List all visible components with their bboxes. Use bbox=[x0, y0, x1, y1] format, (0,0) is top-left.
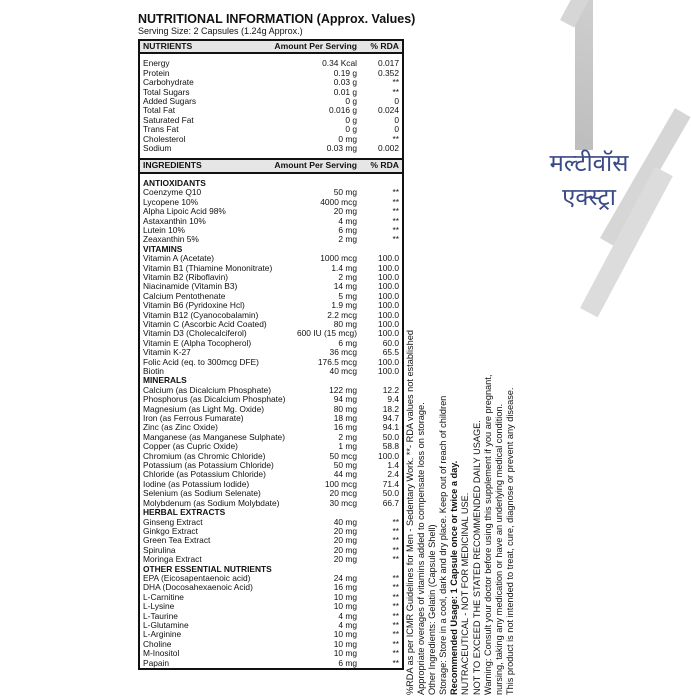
item-name: Vitamin E (Alpha Tocopherol) bbox=[143, 337, 252, 348]
item-rda: 0 bbox=[394, 96, 399, 107]
item-rda: 66.7 bbox=[382, 497, 399, 508]
item-rda: ** bbox=[392, 133, 399, 144]
item-rda: 100.0 bbox=[378, 356, 399, 367]
item-amount: 40 mg bbox=[333, 516, 357, 527]
item-rda: 71.4 bbox=[382, 478, 399, 489]
note-line: %RDA as per ICMR Guidelines for Men - Sedentary Work. **- RDA values not established bbox=[405, 330, 415, 695]
item-rda: 50.0 bbox=[382, 488, 399, 499]
item-name: Vitamin B12 (Cyanocobalamin) bbox=[143, 309, 259, 320]
item-rda: ** bbox=[392, 648, 399, 659]
item-name: Iron (as Ferrous Fumarate) bbox=[143, 413, 244, 424]
ingredient-row bbox=[139, 630, 403, 639]
item-name: L-Carnitine bbox=[143, 591, 184, 602]
item-name: Calcium (as Dicalcium Phosphate) bbox=[143, 384, 271, 395]
item-amount: 100 mcg bbox=[324, 478, 357, 489]
item-name: Vitamin K-27 bbox=[143, 347, 191, 358]
item-amount: 18 mg bbox=[333, 413, 357, 424]
item-amount: 10 mg bbox=[333, 591, 357, 602]
item-rda: 100.0 bbox=[378, 300, 399, 311]
item-name: Copper (as Cupric Oxide) bbox=[143, 441, 238, 452]
item-name: L-Arginine bbox=[143, 629, 182, 640]
item-amount: 20 mg bbox=[333, 525, 357, 536]
item-name: Vitamin B1 (Thiamine Mononitrate) bbox=[143, 262, 273, 273]
item-rda: 12.2 bbox=[382, 384, 399, 395]
item-amount: 1000 mcg bbox=[320, 253, 357, 264]
item-amount: 14 mg bbox=[333, 281, 357, 292]
item-name: Carbohydrate bbox=[143, 77, 194, 88]
item-name: Chloride (as Potassium Chloride) bbox=[143, 469, 266, 480]
ingredients-col-name: INGREDIENTS bbox=[139, 160, 258, 172]
brand-line-1: मल्टीवॉस bbox=[549, 149, 629, 177]
item-amount: 44 mg bbox=[333, 469, 357, 480]
item-name: Vitamin B6 (Pyridoxine Hcl) bbox=[143, 300, 245, 311]
item-amount: 30 mcg bbox=[329, 497, 357, 508]
item-rda: 65.5 bbox=[382, 347, 399, 358]
ingredient-row bbox=[139, 536, 403, 545]
item-rda: ** bbox=[392, 516, 399, 527]
item-name: Saturated Fat bbox=[143, 114, 194, 125]
item-amount: 10 mg bbox=[333, 629, 357, 640]
item-name: Biotin bbox=[143, 366, 164, 376]
item-amount: 6 mg bbox=[338, 657, 357, 668]
item-name: Added Sugars bbox=[143, 96, 197, 107]
item-name: Total Sugars bbox=[143, 86, 190, 97]
item-rda: ** bbox=[392, 601, 399, 612]
item-name: Spirulina bbox=[143, 544, 176, 555]
item-name: Alpha Lipoic Acid 98% bbox=[143, 206, 226, 217]
item-name: Choline bbox=[143, 638, 172, 649]
item-amount: 1.9 mg bbox=[331, 300, 357, 311]
item-amount: 1.4 mg bbox=[331, 262, 357, 273]
ingredients-table bbox=[138, 160, 404, 670]
item-rda: 100.0 bbox=[378, 271, 399, 282]
note-line: Warning: Consult your doctor before using this supplement if you are pregnant, bbox=[482, 374, 493, 695]
item-amount: 0 mg bbox=[338, 133, 357, 144]
item-rda: 100.0 bbox=[378, 318, 399, 329]
item-rda: ** bbox=[392, 582, 399, 593]
nutrient-row bbox=[139, 144, 403, 153]
item-amount: 5 mg bbox=[338, 290, 357, 301]
item-amount: 600 IU (15 mcg) bbox=[296, 328, 357, 339]
item-rda: 0.002 bbox=[378, 143, 399, 154]
panel-title: NUTRITIONAL INFORMATION (Approx. Values) bbox=[138, 12, 416, 26]
item-amount: 20 mcg bbox=[329, 488, 357, 499]
item-amount: 4 mg bbox=[338, 619, 357, 630]
item-name: Phosphorus (as Dicalcium Phosphate) bbox=[143, 394, 286, 405]
item-amount: 24 mg bbox=[333, 572, 357, 583]
item-name: Ginkgo Extract bbox=[143, 525, 198, 536]
section-title: HERBAL EXTRACTS bbox=[143, 507, 226, 518]
item-amount: 0.03 g bbox=[333, 77, 357, 88]
item-rda: 100.0 bbox=[378, 366, 399, 376]
item-amount: 6 mg bbox=[338, 337, 357, 348]
item-rda: ** bbox=[392, 591, 399, 602]
section-title: ANTIOXIDANTS bbox=[143, 177, 206, 188]
item-rda: ** bbox=[392, 572, 399, 583]
item-rda: ** bbox=[392, 619, 399, 630]
item-name: Molybdenum (as Sodium Molybdate) bbox=[143, 497, 280, 508]
item-amount: 1 mg bbox=[338, 441, 357, 452]
item-rda: ** bbox=[392, 525, 399, 536]
item-rda: 0.017 bbox=[378, 58, 399, 69]
item-name: Vitamin C (Ascorbic Acid Coated) bbox=[143, 318, 267, 329]
item-amount: 122 mg bbox=[329, 384, 357, 395]
section-title: VITAMINS bbox=[143, 243, 183, 254]
item-rda: ** bbox=[392, 224, 399, 235]
note-line: Other Ingredients: Gelatin (Capsule Shell) bbox=[427, 524, 438, 695]
item-amount: 50 mg bbox=[333, 460, 357, 471]
item-name: Energy bbox=[143, 58, 170, 69]
item-name: Astaxanthin 10% bbox=[143, 215, 206, 226]
ingredients-header-row bbox=[139, 160, 403, 172]
item-amount: 4000 mcg bbox=[320, 196, 357, 207]
item-name: Zeaxanthin 5% bbox=[143, 234, 199, 245]
item-name: Niacinamide (Vitamin B3) bbox=[143, 281, 238, 292]
item-amount: 50 mg bbox=[333, 187, 357, 198]
note-line: NOT TO EXCEED THE STATED RECOMMENDED DAILY USAGE. bbox=[471, 420, 482, 695]
item-rda: 100.0 bbox=[378, 328, 399, 339]
ingredient-row bbox=[139, 659, 403, 669]
item-name: Manganese (as Manganese Sulphate) bbox=[143, 431, 286, 442]
item-rda: ** bbox=[392, 629, 399, 640]
item-rda: 100.0 bbox=[378, 290, 399, 301]
item-amount: 0.01 g bbox=[333, 86, 357, 97]
item-name: Sodium bbox=[143, 143, 172, 154]
item-name: Calcium Pentothenate bbox=[143, 290, 226, 301]
item-rda: 60.0 bbox=[382, 337, 399, 348]
item-amount: 40 mcg bbox=[329, 366, 357, 376]
item-rda: 9.4 bbox=[387, 394, 399, 405]
item-rda: ** bbox=[392, 215, 399, 226]
item-name: Lutein 10% bbox=[143, 224, 185, 235]
item-rda: 0 bbox=[394, 124, 399, 135]
item-rda: 0.024 bbox=[378, 105, 399, 116]
item-amount: 2 mg bbox=[338, 271, 357, 282]
item-amount: 0.016 g bbox=[329, 105, 357, 116]
note-line: Storage: Store in a cool, dark and dry place. Keep out of reach of children bbox=[438, 395, 449, 695]
nutrients-table bbox=[138, 39, 404, 160]
brand-hindi-name bbox=[514, 146, 664, 214]
item-rda: ** bbox=[392, 638, 399, 649]
item-amount: 0.03 mg bbox=[326, 143, 357, 154]
item-amount: 80 mg bbox=[333, 403, 357, 414]
item-amount: 10 mg bbox=[333, 601, 357, 612]
item-name: Vitamin B2 (Riboflavin) bbox=[143, 271, 229, 282]
item-name: Trans Fat bbox=[143, 124, 179, 135]
item-amount: 20 mg bbox=[333, 554, 357, 565]
item-rda: 100.0 bbox=[378, 450, 399, 461]
item-amount: 4 mg bbox=[338, 215, 357, 226]
item-name: DHA (Docosahexaenoic Acid) bbox=[143, 582, 253, 593]
item-name: Zinc (as Zinc Oxide) bbox=[143, 422, 218, 433]
item-amount: 6 mg bbox=[338, 224, 357, 235]
nutrients-col-name: NUTRIENTS bbox=[139, 40, 258, 53]
item-name: Moringa Extract bbox=[143, 554, 202, 565]
item-name: L-Lysine bbox=[143, 601, 175, 612]
item-amount: 176.5 mcg bbox=[317, 356, 357, 367]
item-name: Chromium (as Chromic Chloride) bbox=[143, 450, 266, 461]
item-rda: 0.352 bbox=[378, 67, 399, 78]
serving-size: Serving Size: 2 Capsules (1.24g Approx.) bbox=[138, 26, 303, 36]
spacer-row bbox=[139, 153, 403, 159]
item-rda: ** bbox=[392, 86, 399, 97]
nutrient-row bbox=[139, 135, 403, 144]
item-amount: 0 g bbox=[345, 114, 357, 125]
item-rda: 18.2 bbox=[382, 403, 399, 414]
note-line: nursing, taking any medication or have an underlying medical condition. bbox=[493, 403, 504, 695]
item-rda: 0 bbox=[394, 114, 399, 125]
item-amount: 10 mg bbox=[333, 648, 357, 659]
item-amount: 50 mcg bbox=[329, 450, 357, 461]
nutrient-row bbox=[139, 59, 403, 68]
item-amount: 0.19 g bbox=[333, 67, 357, 78]
item-rda: 100.0 bbox=[378, 281, 399, 292]
note-line: This product is not intended to treat, cure, diagnose or prevent any disease. bbox=[504, 387, 515, 695]
item-amount: 10 mg bbox=[333, 638, 357, 649]
item-amount: 20 mg bbox=[333, 206, 357, 217]
item-name: L-Glutamine bbox=[143, 619, 189, 630]
item-rda: 94.7 bbox=[382, 413, 399, 424]
note-line: Appropriate overages of vitamins added to compensate loss on storage. bbox=[416, 402, 427, 695]
item-amount: 0 g bbox=[345, 124, 357, 135]
item-rda: 1.4 bbox=[387, 460, 399, 471]
item-amount: 16 mg bbox=[333, 422, 357, 433]
item-name: Potassium (as Potassium Chloride) bbox=[143, 460, 274, 471]
item-name: Selenium (as Sodium Selenate) bbox=[143, 488, 261, 499]
item-name: M-Inositol bbox=[143, 648, 180, 659]
item-rda: ** bbox=[392, 234, 399, 245]
item-amount: 94 mg bbox=[333, 394, 357, 405]
item-name: Vitamin D3 (Cholecalciferol) bbox=[143, 328, 247, 339]
item-rda: 100.0 bbox=[378, 253, 399, 264]
item-amount: 20 mg bbox=[333, 535, 357, 546]
item-name: Magnesium (as Light Mg. Oxide) bbox=[143, 403, 265, 414]
brand-line-2: एक्स्ट्रा bbox=[562, 183, 616, 211]
ingredient-row bbox=[139, 649, 403, 658]
note-line: NUTRACEUTICAL - NOT FOR MEDICINAL USE. bbox=[460, 492, 471, 695]
item-amount: 20 mg bbox=[333, 544, 357, 555]
item-amount: 0.34 Kcal bbox=[322, 58, 357, 69]
item-amount: 2 mg bbox=[338, 234, 357, 245]
item-amount: 36 mcg bbox=[329, 347, 357, 358]
item-name: Folic Acid (eq. to 300mcg DFE) bbox=[143, 356, 259, 367]
item-name: Green Tea Extract bbox=[143, 535, 211, 546]
item-rda: ** bbox=[392, 187, 399, 198]
ingredient-row bbox=[139, 358, 403, 367]
item-amount: 2 mg bbox=[338, 431, 357, 442]
item-rda: 2.4 bbox=[387, 469, 399, 480]
decorative-stripe-diagonal bbox=[560, 0, 659, 28]
item-rda: 94.1 bbox=[382, 422, 399, 433]
nutrients-col-amount: Amount Per Serving bbox=[258, 40, 360, 53]
side-notes-block bbox=[405, 330, 555, 695]
item-rda: 50.0 bbox=[382, 431, 399, 442]
item-name: EPA (Eicosapentaenoic acid) bbox=[143, 572, 251, 583]
item-amount: 80 mg bbox=[333, 318, 357, 329]
item-name: Coenzyme Q10 bbox=[143, 187, 202, 198]
nutrients-col-rda: % RDA bbox=[360, 40, 403, 53]
item-rda: ** bbox=[392, 77, 399, 88]
item-name: Iodine (as Potassium Iodide) bbox=[143, 478, 250, 489]
ingredient-row bbox=[139, 593, 403, 602]
item-name: Cholesterol bbox=[143, 133, 186, 144]
section-title: MINERALS bbox=[143, 375, 187, 386]
item-amount: 4 mg bbox=[338, 610, 357, 621]
item-rda: 100.0 bbox=[378, 309, 399, 320]
item-name: L-Taurine bbox=[143, 610, 178, 621]
item-rda: 100.0 bbox=[378, 262, 399, 273]
item-amount: 0 g bbox=[345, 96, 357, 107]
item-amount: 2.2 mcg bbox=[327, 309, 357, 320]
item-name: Ginseng Extract bbox=[143, 516, 203, 527]
item-name: Protein bbox=[143, 67, 170, 78]
nutrients-header-row bbox=[139, 40, 403, 53]
item-name: Total Fat bbox=[143, 105, 176, 116]
item-name: Lycopene 10% bbox=[143, 196, 199, 207]
section-title: OTHER ESSENTIAL NUTRIENTS bbox=[143, 563, 272, 574]
item-rda: ** bbox=[392, 206, 399, 217]
item-rda: ** bbox=[392, 196, 399, 207]
ingredients-col-amount: Amount Per Serving bbox=[258, 160, 360, 172]
item-rda: ** bbox=[392, 544, 399, 555]
item-rda: ** bbox=[392, 554, 399, 565]
decorative-stripe-top bbox=[575, 0, 593, 150]
item-name: Papain bbox=[143, 657, 170, 668]
item-rda: ** bbox=[392, 657, 399, 668]
item-amount: 16 mg bbox=[333, 582, 357, 593]
item-rda: ** bbox=[392, 535, 399, 546]
note-line: Recommended Usage: 1 Capsule once or twice a day. bbox=[449, 460, 460, 695]
ingredient-row bbox=[139, 602, 403, 611]
item-rda: ** bbox=[392, 610, 399, 621]
nutrient-row bbox=[139, 97, 403, 106]
ingredients-col-rda: % RDA bbox=[360, 160, 403, 172]
item-name: Vitamin A (Acetate) bbox=[143, 253, 215, 264]
item-rda: 58.8 bbox=[382, 441, 399, 452]
